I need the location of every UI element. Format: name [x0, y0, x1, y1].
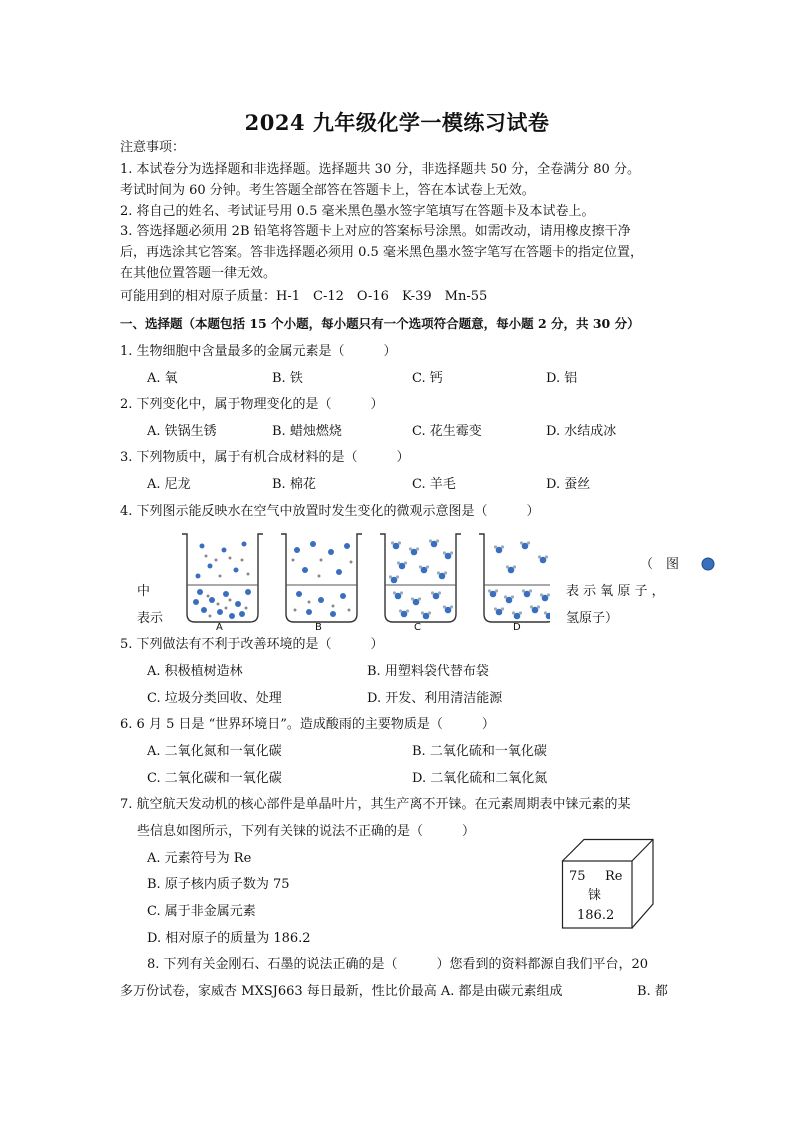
question-6-stem: 6. 6 月 5 日是 “世界环境日”。造成酸雨的主要物质是（ ） [120, 717, 495, 732]
question-8-line-2-end: B. 都 [637, 984, 668, 999]
q3-option-c: C. 羊毛 [412, 477, 456, 492]
q1-option-d: D. 铝 [546, 371, 578, 386]
beaker-diagram [175, 526, 550, 638]
section-heading: 一、选择题（本题包括 15 个小题，每小题只有一个选项符合题意，每小题 2 分，共 30 分） [120, 316, 640, 331]
question-4-stem: 4. 下列图示能反映水在空气中放置时发生变化的微观示意图是（ ） [120, 504, 540, 519]
q4-legend-pre: （ 图 [640, 557, 680, 572]
notice-line-4: 3. 答选择题必须用 2B 铅笔将答题卡上对应的答案标号涂黑。如需改动，请用橡皮擦干净 [120, 224, 631, 239]
element-mass: 186.2 [577, 908, 615, 923]
notice-line-2: 考试时间为 60 分钟。考生答题全部答在答题卡上，答在本试卷上无效。 [120, 183, 535, 198]
q7-option-c: C. 属于非金属元素 [147, 904, 256, 919]
beaker-label-c: C [414, 622, 421, 633]
question-8-line-2: 多万份试卷，家威杏 MXSJ663 每日最新，性比价最高 A. 都是由碳元素组成 [120, 984, 563, 999]
q3-option-a: A. 尼龙 [147, 477, 191, 492]
element-name: 铼 [588, 888, 602, 903]
oxygen-atom-icon [699, 555, 717, 573]
notice-heading: 注意事项： [120, 140, 186, 155]
beaker-c [380, 534, 461, 622]
q3-option-b: B. 棉花 [272, 477, 316, 492]
q2-option-a: A. 铁锅生锈 [147, 424, 217, 439]
question-1-stem: 1. 生物细胞中含量最多的金属元素是（ ） [120, 344, 397, 359]
q1-option-a: A. 氧 [147, 371, 178, 386]
q4-left-text-1: 中 [137, 584, 151, 599]
beaker-label-a: A [216, 622, 223, 633]
q5-option-d: D. 开发、利用清洁能源 [367, 691, 503, 706]
q5-option-c: C. 垃圾分类回收、处理 [147, 691, 282, 706]
question-7-stem-1: 7. 航空航天发动机的核心部件是单晶叶片，其生产离不开铼。在元素周期表中铼元素的某 [120, 797, 631, 812]
q5-option-b: B. 用塑料袋代替布袋 [367, 664, 489, 679]
question-3-stem: 3. 下列物质中，属于有机合成材料的是（ ） [120, 450, 410, 465]
notice-line-3: 2. 将自己的姓名、考试证号用 0.5 毫米黑色墨水签字笔填写在答题卡及本试卷上。 [120, 204, 595, 219]
notice-line-6: 在其他位置答题一律无效。 [120, 266, 277, 281]
element-atomic-number: 75 [569, 869, 586, 884]
question-7-stem-2: 些信息如图所示，下列有关铼的说法不正确的是（ ） [137, 824, 476, 839]
q4-legend-hydrogen: 氢原子） [566, 611, 619, 626]
q6-option-a: A. 二氧化氮和一氧化碳 [147, 744, 282, 759]
beaker-d [479, 534, 550, 622]
q7-option-b: B. 原子核内质子数为 75 [147, 877, 290, 892]
q7-option-a: A. 元素符号为 Re [147, 851, 252, 866]
q1-option-c: C. 钙 [412, 371, 443, 386]
beaker-label-b: B [315, 622, 322, 633]
q3-option-d: D. 蚕丝 [546, 477, 591, 492]
page-title: 2024 九年级化学一模练习试卷 [244, 110, 550, 135]
q6-option-c: C. 二氧化碳和一氧化碳 [147, 771, 282, 786]
atomic-mass-line: 可能用到的相对原子质量：H-1 C-12 O-16 K-39 Mn-55 [120, 289, 488, 304]
q6-option-d: D. 二氧化硫和二氧化氮 [412, 771, 548, 786]
q4-legend-oxygen: 表 示 氧 原 子 ， [566, 584, 665, 599]
q2-option-b: B. 蜡烛燃烧 [272, 424, 342, 439]
notice-line-5: 后，再选涂其它答案。答非选择题必须用 0.5 毫米黑色墨水签字笔写在答题卡的指定位置， [120, 245, 643, 260]
q7-option-d: D. 相对原子的质量为 186.2 [147, 931, 311, 946]
q2-option-d: D. 水结成冰 [546, 424, 617, 439]
q6-option-b: B. 二氧化硫和一氧化碳 [412, 744, 547, 759]
q1-option-b: B. 铁 [272, 371, 303, 386]
element-symbol: Re [605, 869, 623, 884]
question-5-stem: 5. 下列做法有不利于改善环境的是（ ） [120, 637, 384, 652]
q4-left-text-2: 表示 [137, 611, 164, 626]
beaker-b [281, 534, 362, 622]
notice-line-1: 1. 本试卷分为选择题和非选择题。选择题共 30 分，非选择题共 50 分，全卷满分 80 分。 [120, 162, 640, 177]
beaker-label-d: D [513, 622, 521, 633]
question-8-line-1: 8. 下列有关金刚石、石墨的说法正确的是（ ）您看到的资料都源自我们平台，20 [147, 957, 649, 972]
beaker-a [182, 534, 263, 622]
question-2-stem: 2. 下列变化中，属于物理变化的是（ ） [120, 397, 384, 412]
q5-option-a: A. 积极植树造林 [147, 664, 243, 679]
q2-option-c: C. 花生霉变 [412, 424, 482, 439]
